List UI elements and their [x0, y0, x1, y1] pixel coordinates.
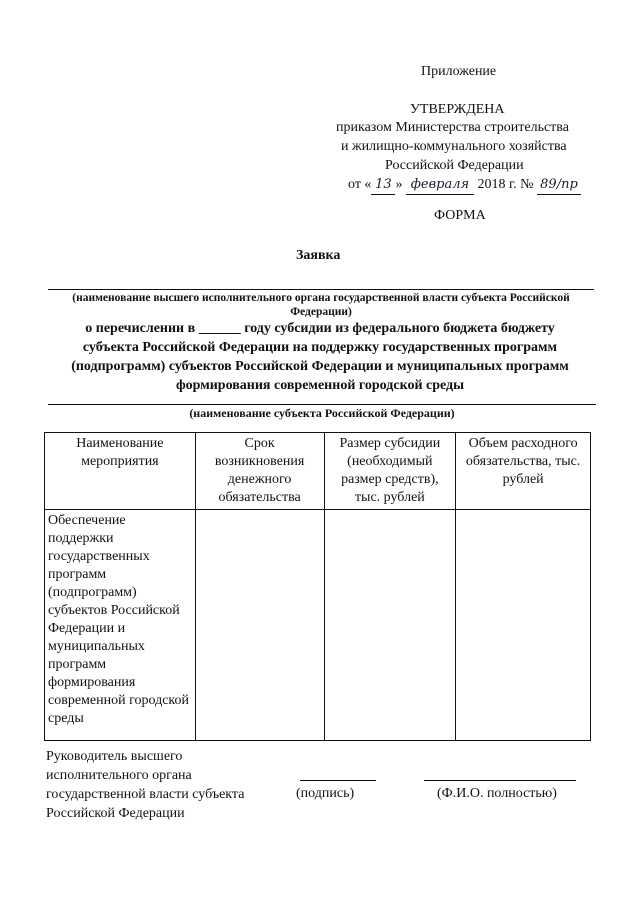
date-prefix: от «	[348, 177, 372, 192]
subsidy-table	[44, 432, 591, 741]
date-day-handwritten: 13	[371, 175, 395, 195]
approved-title: УТВЕРЖДЕНА	[410, 102, 505, 117]
header-subsidy-amount: Размер субсидии (необходимый размер средств), тыс. рублей	[324, 433, 456, 510]
header-obligation-term: Срок возникновения денежного обязательства	[195, 433, 324, 510]
authority-fill-line	[48, 289, 594, 290]
purpose-line-2: субъекта Российской Федерации на поддержку государственных программ	[82, 340, 558, 355]
full-name-line	[424, 780, 576, 781]
cell-expenditure-volume	[456, 510, 591, 741]
cell-activity-name: Обеспечение поддержки государственных программ (подпрограмм) субъектов Российской Федерации и муниципальных программ формирования современной городской среды	[45, 510, 196, 741]
signatory-role-line-4: Российской Федерации	[46, 806, 185, 821]
table-row	[45, 510, 591, 741]
authority-caption: (наименование высшего исполнительного органа государственной власти субъекта Российской Федерации)	[72, 292, 570, 318]
purpose-line-4: формирования современной городской среды	[175, 378, 465, 393]
purpose-line-3: (подпрограмм) субъектов Российской Федерации и муниципальных программ	[71, 359, 569, 374]
date-month-handwritten: февраля	[406, 175, 474, 195]
date-mid: »	[395, 177, 403, 192]
signatory-role-line-2: исполнительного органа	[46, 768, 192, 783]
signatory-role	[46, 747, 244, 823]
approval-date-line	[348, 175, 581, 195]
purpose-paragraph	[40, 319, 600, 395]
header-expenditure-volume: Объем расходного обязательства, тыс. рублей	[456, 433, 591, 510]
year-blank: ______	[198, 321, 241, 336]
approved-line-1: приказом Министерства строительства	[336, 120, 569, 135]
appendix-label: Приложение	[421, 64, 497, 79]
date-year: 2018 г. №	[477, 177, 534, 192]
subject-fill-line	[48, 404, 596, 405]
form-label: ФОРМА	[434, 208, 486, 223]
signature-line	[300, 780, 376, 781]
header-activity-name: Наименование мероприятия	[45, 433, 196, 510]
order-number-handwritten: 89/пр	[537, 175, 581, 195]
cell-subsidy-amount	[324, 510, 456, 741]
table-header-row	[45, 433, 591, 510]
subject-caption: (наименование субъекта Российской Федерации)	[189, 406, 455, 420]
full-name-caption: (Ф.И.О. полностью)	[437, 786, 557, 801]
signatory-role-line-3: государственной власти субъекта	[46, 787, 245, 802]
approved-line-3: Российской Федерации	[385, 158, 524, 173]
signatory-role-line-1: Руководитель высшего	[46, 749, 183, 764]
cell-obligation-term	[195, 510, 324, 741]
approved-line-2: и жилищно-коммунального хозяйства	[341, 139, 567, 154]
purpose-line-1: о перечислении в ______ году субсидии из федерального бюджета бюджету	[85, 321, 555, 336]
document-title: Заявка	[296, 248, 341, 263]
signature-caption: (подпись)	[296, 786, 355, 801]
